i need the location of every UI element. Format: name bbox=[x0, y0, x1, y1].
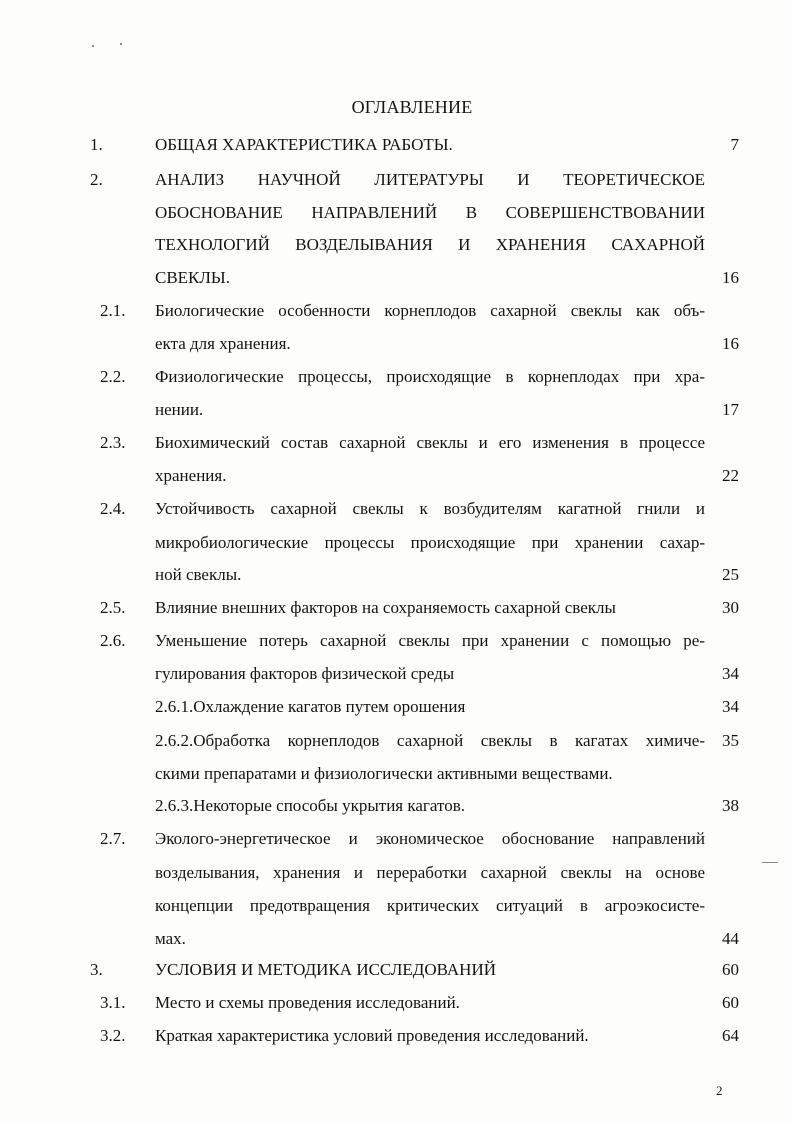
toc-entry-text: Эколого-энергетическое и экономическое обоснование направлений bbox=[155, 829, 705, 848]
toc-entry bbox=[0, 596, 793, 620]
toc-entry-number: 2.7. bbox=[100, 829, 126, 848]
toc-entry-continuation bbox=[0, 563, 793, 587]
toc-entry-number: 3. bbox=[90, 960, 103, 979]
toc-entry bbox=[0, 1024, 793, 1048]
toc-entry-continuation bbox=[0, 233, 793, 257]
toc-entry-continuation bbox=[0, 266, 793, 290]
toc-entry-text: Биологические особенности корнеплодов сахарной свеклы как объ- bbox=[155, 301, 705, 320]
toc-entry-text: Устойчивость сахарной свеклы к возбудителям кагатной гнили и bbox=[155, 499, 705, 518]
toc-entry-text: Влияние внешних факторов на сохраняемость сахарной свеклы bbox=[155, 598, 616, 617]
toc-entry-text: ной свеклы. bbox=[155, 565, 242, 584]
toc-entry-page: 16 bbox=[722, 268, 739, 287]
toc-subentry bbox=[0, 794, 793, 818]
toc-entry-text: ОБОСНОВАНИЕ НАПРАВЛЕНИЙ В СОВЕРШЕНСТВОВАНИИ bbox=[155, 203, 705, 222]
toc-entry-page: 34 bbox=[722, 697, 739, 716]
toc-entry-number: 3.1. bbox=[100, 993, 126, 1012]
toc-entry-page: 64 bbox=[722, 1026, 739, 1045]
toc-entry-text: 2.6.3.Некоторые способы укрытия кагатов. bbox=[155, 796, 465, 815]
toc-entry-continuation bbox=[0, 861, 793, 885]
toc-entry-continuation bbox=[0, 464, 793, 488]
toc-entry-text: скими препаратами и физиологически активными веществами. bbox=[155, 764, 613, 783]
page-number: 2 bbox=[716, 1083, 723, 1098]
toc-entry-text: СВЕКЛЫ. bbox=[155, 268, 231, 287]
toc-entry-number: 1. bbox=[90, 135, 103, 154]
toc-subentry bbox=[0, 695, 793, 719]
toc-entry-page: 16 bbox=[722, 334, 739, 353]
toc-entry-page: 17 bbox=[722, 400, 739, 419]
toc-entry-page: 60 bbox=[722, 960, 739, 979]
toc-entry-page: 22 bbox=[722, 466, 739, 485]
toc-subentry bbox=[0, 729, 793, 753]
toc-entry bbox=[0, 958, 793, 982]
toc-entry-page: 38 bbox=[722, 796, 739, 815]
toc-entry bbox=[0, 299, 793, 323]
toc-entry-page: 44 bbox=[722, 929, 739, 948]
toc-entry-continuation bbox=[0, 927, 793, 951]
toc-entry-number: 2.3. bbox=[100, 433, 126, 452]
toc-entry-page: 25 bbox=[722, 565, 739, 584]
toc-entry-continuation bbox=[0, 531, 793, 555]
toc-entry-text: Краткая характеристика условий проведения исследований. bbox=[155, 1026, 589, 1045]
toc-entry-text: екта для хранения. bbox=[155, 334, 291, 353]
toc-entry-page: 7 bbox=[730, 135, 739, 154]
toc-entry-text: 2.6.2.Обработка корнеплодов сахарной свеклы в кагатах химиче- bbox=[155, 731, 705, 750]
toc-entry-continuation bbox=[0, 398, 793, 422]
toc-entry bbox=[0, 168, 793, 192]
toc-entry-page: 60 bbox=[722, 993, 739, 1012]
toc-entry-page: 30 bbox=[722, 598, 739, 617]
toc-entry-page: 34 bbox=[722, 664, 739, 683]
toc-entry bbox=[0, 133, 793, 157]
toc-entry-text: Место и схемы проведения исследований. bbox=[155, 993, 460, 1012]
toc-entry-number: 2. bbox=[90, 170, 103, 189]
toc-entry bbox=[0, 629, 793, 653]
toc-entry bbox=[0, 827, 793, 851]
toc-entry-text: гулирования факторов физической среды bbox=[155, 664, 455, 683]
toc-entry bbox=[0, 431, 793, 455]
toc-entry-continuation bbox=[0, 332, 793, 356]
toc-entry-text: 2.6.1.Охлаждение кагатов путем орошения bbox=[155, 697, 466, 716]
scan-artifact bbox=[120, 43, 122, 45]
toc-entry-page: 35 bbox=[722, 731, 739, 750]
toc-entry-number: 2.4. bbox=[100, 499, 126, 518]
scan-artifact bbox=[92, 45, 94, 47]
toc-entry-continuation bbox=[0, 894, 793, 918]
toc-entry-number: 2.5. bbox=[100, 598, 126, 617]
toc-entry-continuation bbox=[0, 662, 793, 686]
toc-entry-text: ОБЩАЯ ХАРАКТЕРИСТИКА РАБОТЫ. bbox=[155, 135, 453, 154]
toc-entry-text: ТЕХНОЛОГИЙ ВОЗДЕЛЫВАНИЯ И ХРАНЕНИЯ САХАРНОЙ bbox=[155, 235, 705, 254]
toc-entry-continuation bbox=[0, 762, 793, 786]
toc-entry-number: 2.2. bbox=[100, 367, 126, 386]
toc-entry-text: АНАЛИЗ НАУЧНОЙ ЛИТЕРАТУРЫ И ТЕОРЕТИЧЕСКОЕ bbox=[155, 170, 705, 189]
toc-entry-text: мах. bbox=[155, 929, 186, 948]
toc-title: ОГЛАВЛЕНИЕ bbox=[351, 97, 473, 117]
toc-entry-number: 2.1. bbox=[100, 301, 126, 320]
toc-entry bbox=[0, 497, 793, 521]
toc-entry-text: УСЛОВИЯ И МЕТОДИКА ИССЛЕДОВАНИЙ bbox=[155, 960, 497, 979]
toc-entry-text: возделывания, хранения и переработки сахарной свеклы на основе bbox=[155, 863, 705, 882]
toc-entry-text: концепции предотвращения критических ситуаций в агроэкосисте- bbox=[155, 896, 705, 915]
toc-entry-text: микробиологические процессы происходящие при хранении сахар- bbox=[155, 533, 705, 552]
toc-entry-text: Биохимический состав сахарной свеклы и его изменения в процессе bbox=[155, 433, 705, 452]
toc-entry-number: 2.6. bbox=[100, 631, 126, 650]
toc-entry bbox=[0, 365, 793, 389]
toc-entry-text: хранения. bbox=[155, 466, 227, 485]
toc-entry-text: Физиологические процессы, происходящие в корнеплодах при хра- bbox=[155, 367, 705, 386]
toc-entry bbox=[0, 991, 793, 1015]
toc-entry-text: нении. bbox=[155, 400, 204, 419]
toc-entry-number: 3.2. bbox=[100, 1026, 126, 1045]
toc-entry-continuation bbox=[0, 201, 793, 225]
toc-entry-text: Уменьшение потерь сахарной свеклы при хранении с помощью ре- bbox=[155, 631, 705, 650]
